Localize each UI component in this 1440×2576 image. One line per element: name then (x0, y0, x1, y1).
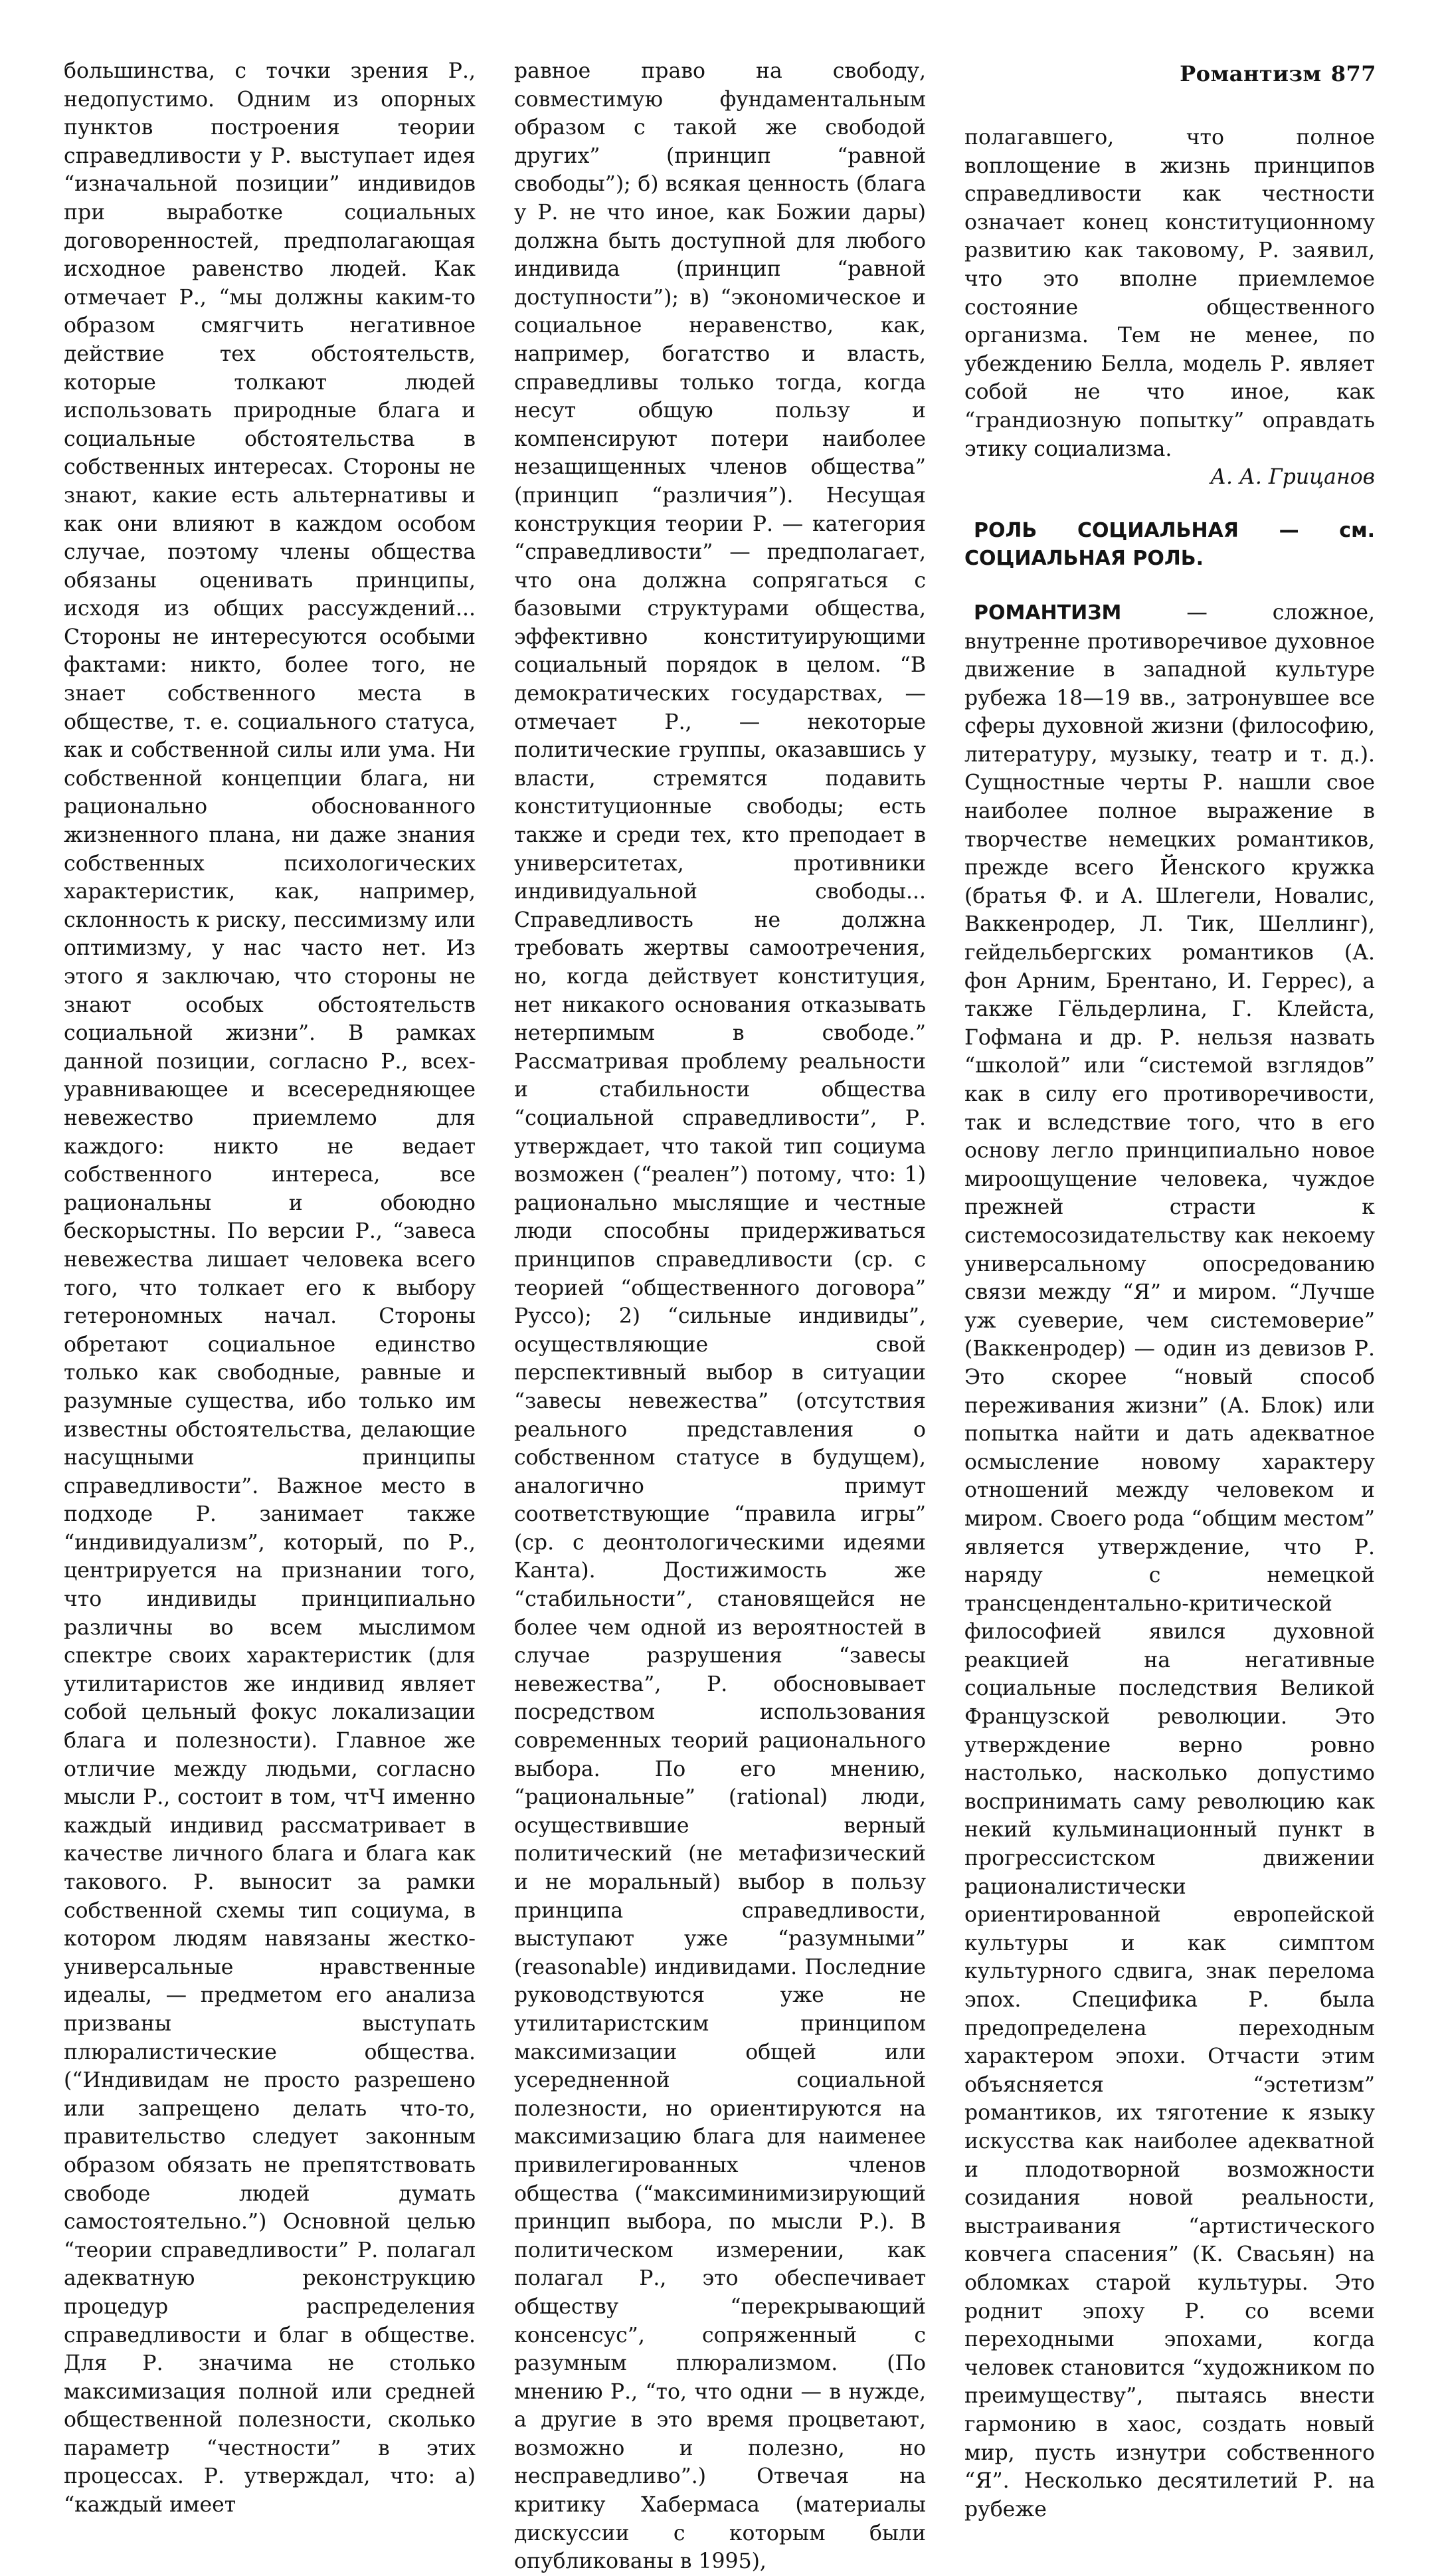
running-header (1180, 61, 1376, 86)
page-number: 877 (1330, 61, 1376, 86)
column-3-intro-text: полагавшего, что полное воплощение в жизнь принципов справедливости как честности означает конец конституционному развитию как таковому, Р. заявил, что это вполне приемлемое состояние общественного организма. Тем не менее, по убеждению Белла, модель Р. являет собой не что иное, как “грандиозную попытку” оправдать этику социализма. (964, 126, 1375, 461)
author-signature: А. А. Грицанов (1210, 465, 1375, 490)
entry-romanticism (964, 599, 1375, 2524)
entry-social-role: РОЛЬ СОЦИАЛЬНАЯ — см. СОЦИАЛЬНАЯ РОЛЬ. (964, 518, 1375, 571)
column-1-text: большинства, с точки зрения Р., недопустимо. Одним из опорных пунктов построения теории справедливости у Р. выступает идея “изначальной позиции” индивидов при выработке социальных договоренностей, предполагающая исходное равенство людей. Как отмечает Р., “мы должны каким-то образом смягчить негативное действие тех обстоятельств, которые толкают людей использовать природные блага и социальные обстоятельства в собственных интересах. Стороны не знают, какие есть альтернативы и как они влияют в каждом особом случае, поэтому члены общества обязаны оценивать принципы, исходя из общих рассуждений... Стороны не интересуются особыми фактами: никто, более того, не знает собственного места в обществе, т. е. социального статуса, как и собственной силы или ума. Ни собственной концепции блага, ни рационально обоснованного жизненного плана, ни даже знания собственных психологических характеристик, как, например, склонность к риску, пессимизму или оптимизму, у нас часто нет. Из этого я заключаю, что стороны не знают особых обстоятельств социальной жизни”. В рамках данной позиции, согласно Р., всех-уравнивающее и всесередняющее невежество приемлемо для каждого: никто не ведает собственного интереса, все рациональны и обоюдно бескорыстны. По версии Р., “завеса невежества лишает человека всего того, что толкает его к выбору гетерономных начал. Стороны обретают социальное единство только как свободные, равные и разумные существа, ибо только им известны обстоятельства, делающие насущными принципы справедливости”. Важное место в подходе Р. занимает также “индивидуализм”, который, по Р., центрируется на признании того, что индивиды принципиально различны во всем мыслимом спектре своих характеристик (для утилитаристов же индивид являет собой цельный фокус локализации блага и полезности). Главное же отличие между людьми, согласно мысли Р., состоит в том, чтЧ именно каждый индивид рассматривает в качестве личного блага и блага как такового. Р. выносит за рамки собственной схемы тип социума, в котором людям навязаны жестко-универсальные нравственные идеалы, — предметом его анализа призваны выступать плюралистические общества. (“Индивидам не просто разрешено или запрещено делать что-то, правительство следует законным образом обязать не препятствовать свободе людей думать самостоятельно.”) Основной целью “теории справедливости” Р. полагал адекватную реконструкцию процедур распределения справедливости и благ в обществе. Для Р. значима не столько максимизация полной или средней общественной полезности, сколько параметр “честности” в этих процессах. Р. утверждал, что: а) “каждый имеет (64, 59, 476, 2518)
entry-romanticism-term: РОМАНТИЗМ (974, 601, 1122, 625)
text-column-3 (964, 124, 1375, 2524)
text-column-2 (514, 57, 926, 2576)
column-2-text: равное право на свободу, совместимую фундаментальным образом с такой же свободой других” (принцип “равной свободы”); б) всякая ценность (блага у Р. не что иное, как Божии дары) должна быть доступной для любого индивида (принцип “равной доступности”); в) “экономическое и социальное неравенство, как, например, богатство и власть, справедливы только тогда, когда несут общую пользу и компенсируют потери наиболее незащищенных членов общества” (принцип “различия”). Несущая конструкция теории Р. — категория “справедливости” — предполагает, что она должна сопрягаться с базовыми структурами общества, эффективно конституирующими социальный порядок в целом. “В демократических государствах, — отмечает Р., — некоторые политические группы, оказавшись у власти, стремятся подавить конституционные свободы; есть также и среди тех, кто преподает в университетах, противники индивидуальной свободы... Справедливость не должна требовать жертвы самоотречения, но, когда действует конституция, нет никакого основания отказывать нетерпимым в свободе.” Рассматривая проблему реальности и стабильности общества “социальной справедливости”, Р. утверждает, что такой тип социума возможен (“реален”) потому, что: 1) рационально мыслящие и честные люди способны придерживаться принципов справедливости (ср. с теорией “общественного договора” Руссо); 2) “сильные индивиды”, осуществляющие свой перспективный выбор в ситуации “завесы невежества” (отсутствия реального представления о собственном статусе в будущем), аналогично примут соответствующие “правила игры” (ср. с деонтологическими идеями Канта). Достижимость же “стабильности”, становящейся не более чем одной из вероятностей в случае разрушения “завесы невежества”, Р. обосновывает посредством использования современных теорий рационального выбора. По его мнению, “рациональные” (rational) люди, осуществившие верный политический (не метафизический и не моральный) выбор в пользу принципа справедливости, выступают уже “разумными” (reasonable) индивидами. Последние руководствуются уже не утилитаристским принципом максимизации общей или усередненной социальной полезности, но ориентируются на максимизацию блага для наименее привилегированных членов общества (“максиминимизирующий принцип выбора, по мысли Р.). В политическом измерении, как полагал Р., это обеспечивает обществу “перекрывающий консенсус”, сопряженный с разумным плюрализмом. (По мнению Р., “то, что одни — в нужде, а другие в это время процветают, возможно и полезно, но несправедливо”.) Отвечая на критику Хабермаса (материалы дискуссии с которым были опубликованы в 1995), (514, 59, 926, 2574)
entry-romanticism-text: — сложное, внутренне противоречивое духовное движение в западной культуре рубежа 18—19 вв., затронувшее все сферы духовной жизни (философию, литературу, музыку, театр и т. д.). Сущностные черты Р. нашли свое наиболее полное выражение в творчестве немецких романтиков, прежде всего Йенского кружка (братья Ф. и А. Шлегели, Новалис, Ваккенродер, Л. Тик, Шеллинг), гейдельбергских романтиков (А. фон Арним, Брентано, И. Геррес), а также Гёльдерлина, Г. Клейста, Гофмана и др. Р. нельзя назвать “школой” или “системой взглядов” как в силу его противоречивости, так и вследствие того, что в его основу легло принципиально новое мироощущение человека, чуждое прежней страсти к системосозидательству как некоему универсальному опосредованию связи между “Я” и миром. “Лучше уж суеверие, чем системоверие” (Ваккенродер) — один из девизов Р. Это скорее “новый способ переживания жизни” (А. Блок) или попытка найти и дать адекватное осмысление новому характеру отношений между человеком и миром. Своего рода “общим местом” является утверждение, что Р. наряду с немецкой трансцендентально-критической философией явился духовной реакцией на негативные социальные последствия Великой Французской революции. Это утверждение верно ровно настолько, насколько допустимо воспринимать саму революцию как некий кульминационный пункт в прогрессистском движении рационалистически ориентированной европейской культуры и как симптом культурного сдвига, знак перелома эпох. Специфика Р. была предопределена переходным характером эпохи. Отчасти этим объясняется “эстетизм” романтиков, их тяготение к языку искусства как наиболее адекватной и плодотворной возможности созидания новой реальности, выстраивания “артистического ковчега спасения” (К. Свасьян) на обломках старой культуры. Это роднит эпоху Р. со всеми переходными эпохами, когда человек становится “художником по преимуществу”, пытаясь внести гармонию в хаос, создать новый мир, пусть изнутри собственного “Я”. Несколько десятилетий Р. на рубеже (964, 600, 1376, 2522)
running-title: Романтизм (1180, 61, 1322, 86)
text-column-1 (64, 57, 476, 2520)
